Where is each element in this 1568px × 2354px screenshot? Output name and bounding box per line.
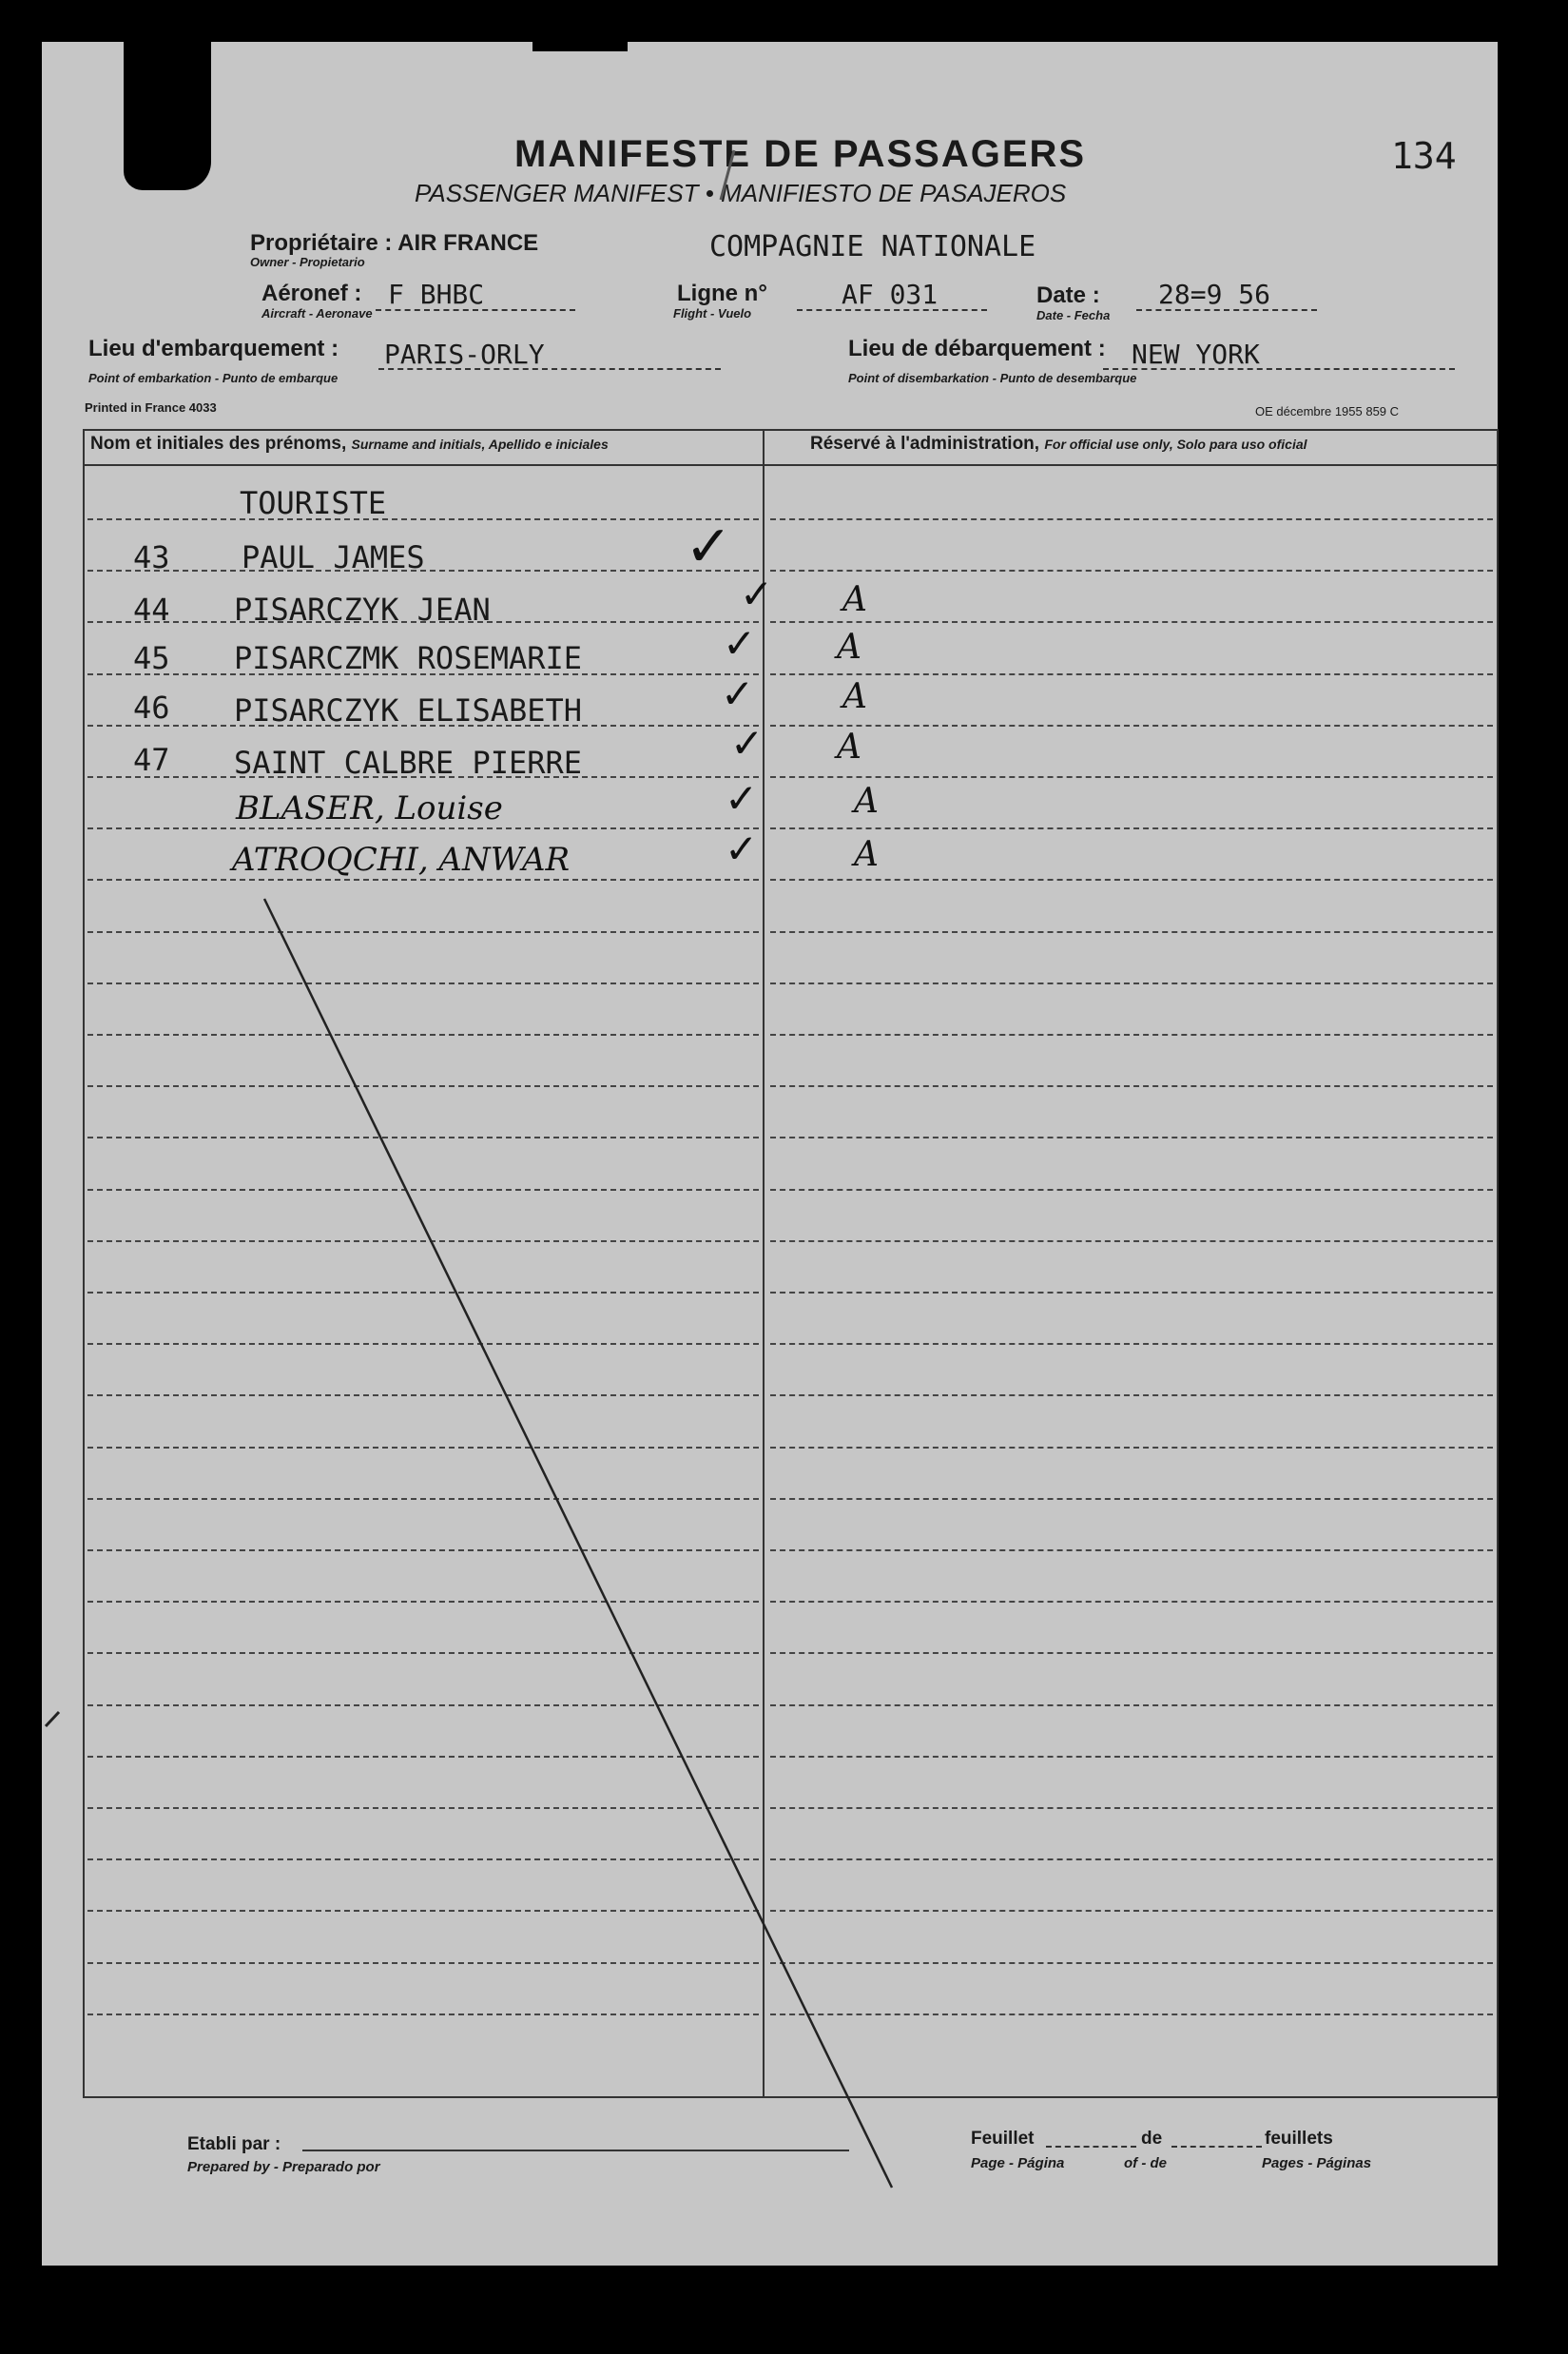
checkmark-icon: ✓ xyxy=(723,620,757,667)
checkmark-icon: ✓ xyxy=(721,671,755,717)
passenger-name-saint-calbre-pierre: SAINT CALBRE PIERRE xyxy=(234,745,583,781)
admin-mark: A xyxy=(837,628,861,667)
admin-mark: A xyxy=(837,728,861,767)
printed-left: Printed in France 4033 xyxy=(85,400,217,415)
sheet-underline xyxy=(1046,2146,1136,2148)
flight-value: AF 031 xyxy=(842,279,939,310)
prepared-by-label: Etabli par : xyxy=(187,2134,281,2154)
disembark-label: Lieu de débarquement : xyxy=(848,336,1106,361)
checkmark-icon: ✓ xyxy=(730,720,765,767)
page-subtitle: PASSENGER MANIFEST • MANIFIESTO DE PASAJEROS xyxy=(415,179,1067,207)
printed-right: OE décembre 1955 859 C xyxy=(1255,404,1400,418)
passenger-name-pisarczyk-jean: PISARCZYK JEAN xyxy=(234,592,491,628)
col-admin-header: Réservé à l'administration, For official use only, Solo para uso oficial xyxy=(810,434,1307,454)
owner-sub: Owner - Propietario xyxy=(250,255,365,269)
passenger-num-47: 47 xyxy=(133,742,170,778)
of-label: de xyxy=(1141,2129,1163,2149)
disembark-sub: Point of disembarkation - Punto de desembarque xyxy=(848,371,1137,385)
flight-sub: Flight - Vuelo xyxy=(673,306,752,321)
passenger-name-paul-james: PAUL JAMES xyxy=(242,539,425,575)
page-title: MANIFESTE DE PASSAGERS xyxy=(514,133,1087,175)
passenger-name-pisarczmk-rosemarie: PISARCZMK ROSEMARIE xyxy=(234,640,583,676)
embark-sub: Point of embarkation - Punto de embarque xyxy=(88,371,339,385)
sheets-label: feuillets xyxy=(1265,2129,1333,2149)
flight-label: Ligne n° xyxy=(677,281,767,306)
passenger-num-46: 46 xyxy=(133,690,170,726)
passenger-num-45: 45 xyxy=(133,640,170,676)
checkmark-icon: ✓ xyxy=(685,514,733,580)
passenger-num-44: 44 xyxy=(133,592,170,628)
date-sub: Date - Fecha xyxy=(1036,308,1111,322)
sheet-sub: Page - Página xyxy=(971,2155,1065,2171)
prepared-by-underline xyxy=(302,2150,849,2151)
checkmark-icon: ✓ xyxy=(740,571,774,617)
disembark-value: NEW YORK xyxy=(1132,339,1260,370)
sheet-label: Feuillet xyxy=(971,2129,1035,2149)
aircraft-label: Aéronef : xyxy=(261,281,362,306)
owner-value: COMPAGNIE NATIONALE xyxy=(709,230,1036,263)
aircraft-value: F BHBC xyxy=(388,279,485,310)
aircraft-sub: Aircraft - Aeronave xyxy=(261,306,373,321)
checkmark-icon: ✓ xyxy=(725,775,759,822)
section-label: TOURISTE xyxy=(240,485,387,521)
passenger-name-atroqchi: ATROQCHI, ANWAR xyxy=(232,841,571,879)
of-underline xyxy=(1171,2146,1262,2148)
owner-label: Propriétaire : AIR FRANCE xyxy=(250,230,539,256)
passenger-num-43: 43 xyxy=(133,539,170,575)
sheets-sub: Pages - Páginas xyxy=(1262,2155,1372,2171)
embark-label: Lieu d'embarquement : xyxy=(88,336,339,361)
col-name-header: Nom et initiales des prénoms, Surname and initials, Apellido e iniciales xyxy=(90,434,609,454)
admin-mark: A xyxy=(842,677,867,716)
embark-value: PARIS-ORLY xyxy=(384,339,545,370)
admin-mark: A xyxy=(842,580,867,619)
checkmark-icon: ✓ xyxy=(725,826,759,872)
admin-mark: A xyxy=(854,835,879,874)
passenger-name-pisarczyk-elisabeth: PISARCZYK ELISABETH xyxy=(234,692,583,729)
page-number: 134 xyxy=(1391,135,1457,177)
admin-mark: A xyxy=(854,782,879,821)
passenger-name-blaser: BLASER, Louise xyxy=(236,789,503,827)
of-sub: of - de xyxy=(1124,2155,1167,2171)
prepared-by-sub: Prepared by - Preparado por xyxy=(187,2159,380,2175)
date-value: 28=9 56 xyxy=(1158,279,1271,310)
date-label: Date : xyxy=(1036,282,1100,308)
